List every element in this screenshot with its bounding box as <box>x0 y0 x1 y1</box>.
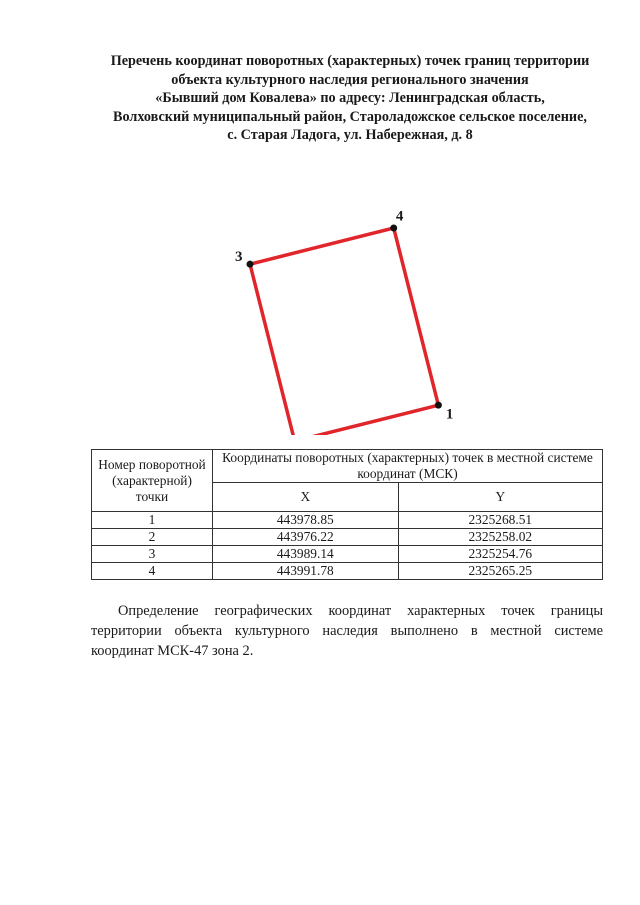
coordinates-table <box>91 449 603 580</box>
title-line: объекта культурного наследия регионального значения <box>171 71 529 88</box>
y-value: 2325258.02 <box>398 529 602 546</box>
title-line: Перечень координат поворотных (характерных) точек границ территории <box>110 53 590 69</box>
point-label: 4 <box>395 208 404 225</box>
table-row <box>92 563 603 580</box>
title-line: «Бывший дом Ковалева» по адресу: Ленинградская область, <box>155 90 545 107</box>
x-value: 443991.78 <box>213 563 399 580</box>
boundary-diagram <box>0 165 640 435</box>
header-y: Y <box>398 483 602 512</box>
point-number: 4 <box>92 563 213 580</box>
x-value: 443976.22 <box>213 529 399 546</box>
y-value: 2325265.25 <box>398 563 602 580</box>
point-label: 1 <box>445 406 454 423</box>
point-number: 1 <box>92 512 213 529</box>
y-value: 2325268.51 <box>398 512 602 529</box>
boundary-point <box>390 225 397 232</box>
header-coordinates: Координаты поворотных (характерных) точек в местной системе координат (МСК) <box>213 450 603 483</box>
x-value: 443978.85 <box>213 512 399 529</box>
document-title <box>80 52 620 145</box>
boundary-polygon <box>250 228 438 435</box>
point-label: 3 <box>235 248 243 265</box>
y-value: 2325254.76 <box>398 546 602 563</box>
table-row <box>92 546 603 563</box>
table-row <box>92 512 603 529</box>
x-value: 443989.14 <box>213 546 399 563</box>
coordinate-system-note: Определение географических координат характерных точек границы территории объекта культурного наследия выполнено в местной системе координат МСК-47 зона 2. <box>91 603 603 659</box>
point-number: 2 <box>92 529 213 546</box>
header-x: X <box>213 483 399 512</box>
title-line: Волховский муниципальный район, Староладожское сельское поселение, <box>113 108 587 125</box>
point-number: 3 <box>92 546 213 563</box>
boundary-point <box>247 261 254 268</box>
table-row <box>92 529 603 546</box>
header-point-number: Номер поворотной (характерной) точки <box>92 450 213 512</box>
title-line: с. Старая Ладога, ул. Набережная, д. 8 <box>227 127 473 144</box>
boundary-point <box>435 402 442 409</box>
